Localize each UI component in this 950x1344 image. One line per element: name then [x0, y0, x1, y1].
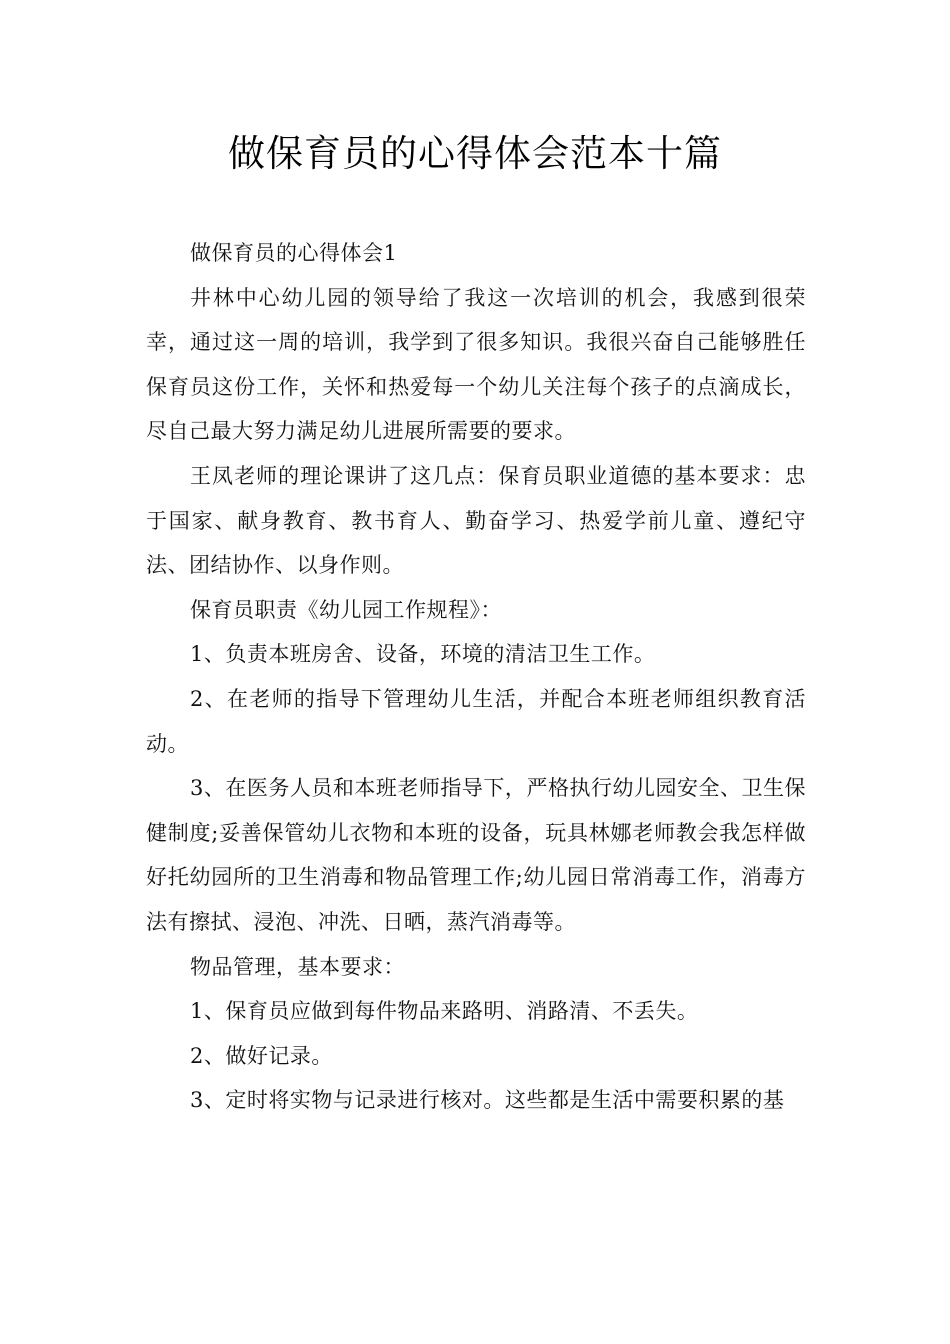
paragraph-intro: 井林中心幼儿园的领导给了我这一次培训的机会，我感到很荣幸，通过这一周的培训，我学到了很多知识。我很兴奋自己能够胜任保育员这份工作，关怀和热爱每一个幼儿关注每个孩子的点滴成长，尽自己最大努力满足幼儿进展所需要的要求。: [146, 285, 806, 444]
list-item: 2、在老师的指导下管理幼儿生活，并配合本班老师组织教育活动。: [146, 686, 806, 756]
list-item: 1、保育员应做到每件物品来路明、消路清、不丢失。: [190, 999, 699, 1024]
list-item: 3、在医务人员和本班老师指导下，严格执行幼儿园安全、卫生保健制度;妥善保管幼儿衣物和本班的设备，玩具林娜老师教会我怎样做好托幼园所的卫生消毒和物品管理工作;幼儿园日常消毒工作，消毒方法有擦拭、浸泡、冲洗、日晒，蒸汽消毒等。: [146, 776, 806, 934]
paragraph-duties-heading: 保育员职责《幼儿园工作规程》：: [190, 597, 502, 622]
section-heading: 做保育员的心得体会1: [190, 241, 398, 265]
list-item: 3、定时将实物与记录进行核对。这些都是生活中需要积累的基: [190, 1088, 785, 1113]
paragraph-ethics: 王凤老师的理论课讲了这几点：保育员职业道德的基本要求：忠于国家、献身教育、教书育人、勤奋学习、热爱学前儿童、遵纪守法、团结协作、以身作则。: [146, 463, 806, 578]
list-item: 1、负责本班房舍、设备，环境的清洁卫生工作。: [190, 642, 656, 667]
document-body: [146, 231, 806, 1123]
list-item: 2、做好记录。: [190, 1043, 333, 1068]
document-title: 做保育员的心得体会范本十篇: [228, 132, 722, 175]
paragraph-items-heading: 物品管理，基本要求：: [190, 954, 405, 979]
